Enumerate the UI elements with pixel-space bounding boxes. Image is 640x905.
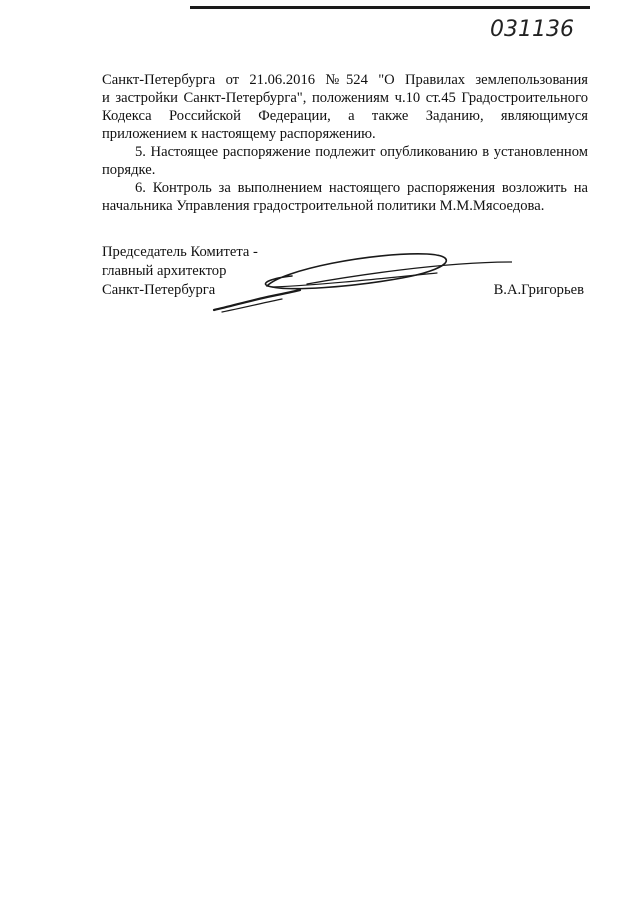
handwritten-signature bbox=[212, 240, 512, 320]
signatory-title-line-1: Председатель Комитета - bbox=[102, 244, 258, 260]
signatory-title-line-3: Санкт-Петербурга bbox=[102, 282, 216, 298]
paragraph-continued-line-1: Санкт-Петербурга от 21.06.2016 №524 "О Правилах землепользования bbox=[102, 72, 588, 88]
handwritten-document-number bbox=[486, 10, 596, 44]
signatory-title-line-2: главный архитектор bbox=[102, 263, 227, 279]
top-rule bbox=[190, 6, 590, 9]
item-5-line-2: порядке. bbox=[102, 162, 156, 178]
signatory-name: В.А.Григорьев bbox=[493, 282, 584, 298]
item-6-line-2: начальника Управления градостроительной политики М.М.Мясоедова. bbox=[102, 198, 545, 214]
document-body bbox=[102, 71, 588, 215]
paragraph-continued-line-2: и застройки Санкт-Петербурга", положениям ч.10 ст.45 Градостроительного bbox=[102, 90, 588, 106]
item-5-line-1: 5. Настоящее распоряжение подлежит опубликованию в установленном bbox=[135, 144, 588, 160]
paragraph-continued-line-3: Кодекса Российской Федерации, а также Заданию, являющимуся bbox=[102, 108, 588, 124]
paragraph-continued-line-4: приложением к настоящему распоряжению. bbox=[102, 126, 376, 142]
handwritten-number-text: 031136 bbox=[490, 17, 574, 42]
item-6-line-1: 6. Контроль за выполнением настоящего распоряжения возложить на bbox=[135, 180, 588, 196]
